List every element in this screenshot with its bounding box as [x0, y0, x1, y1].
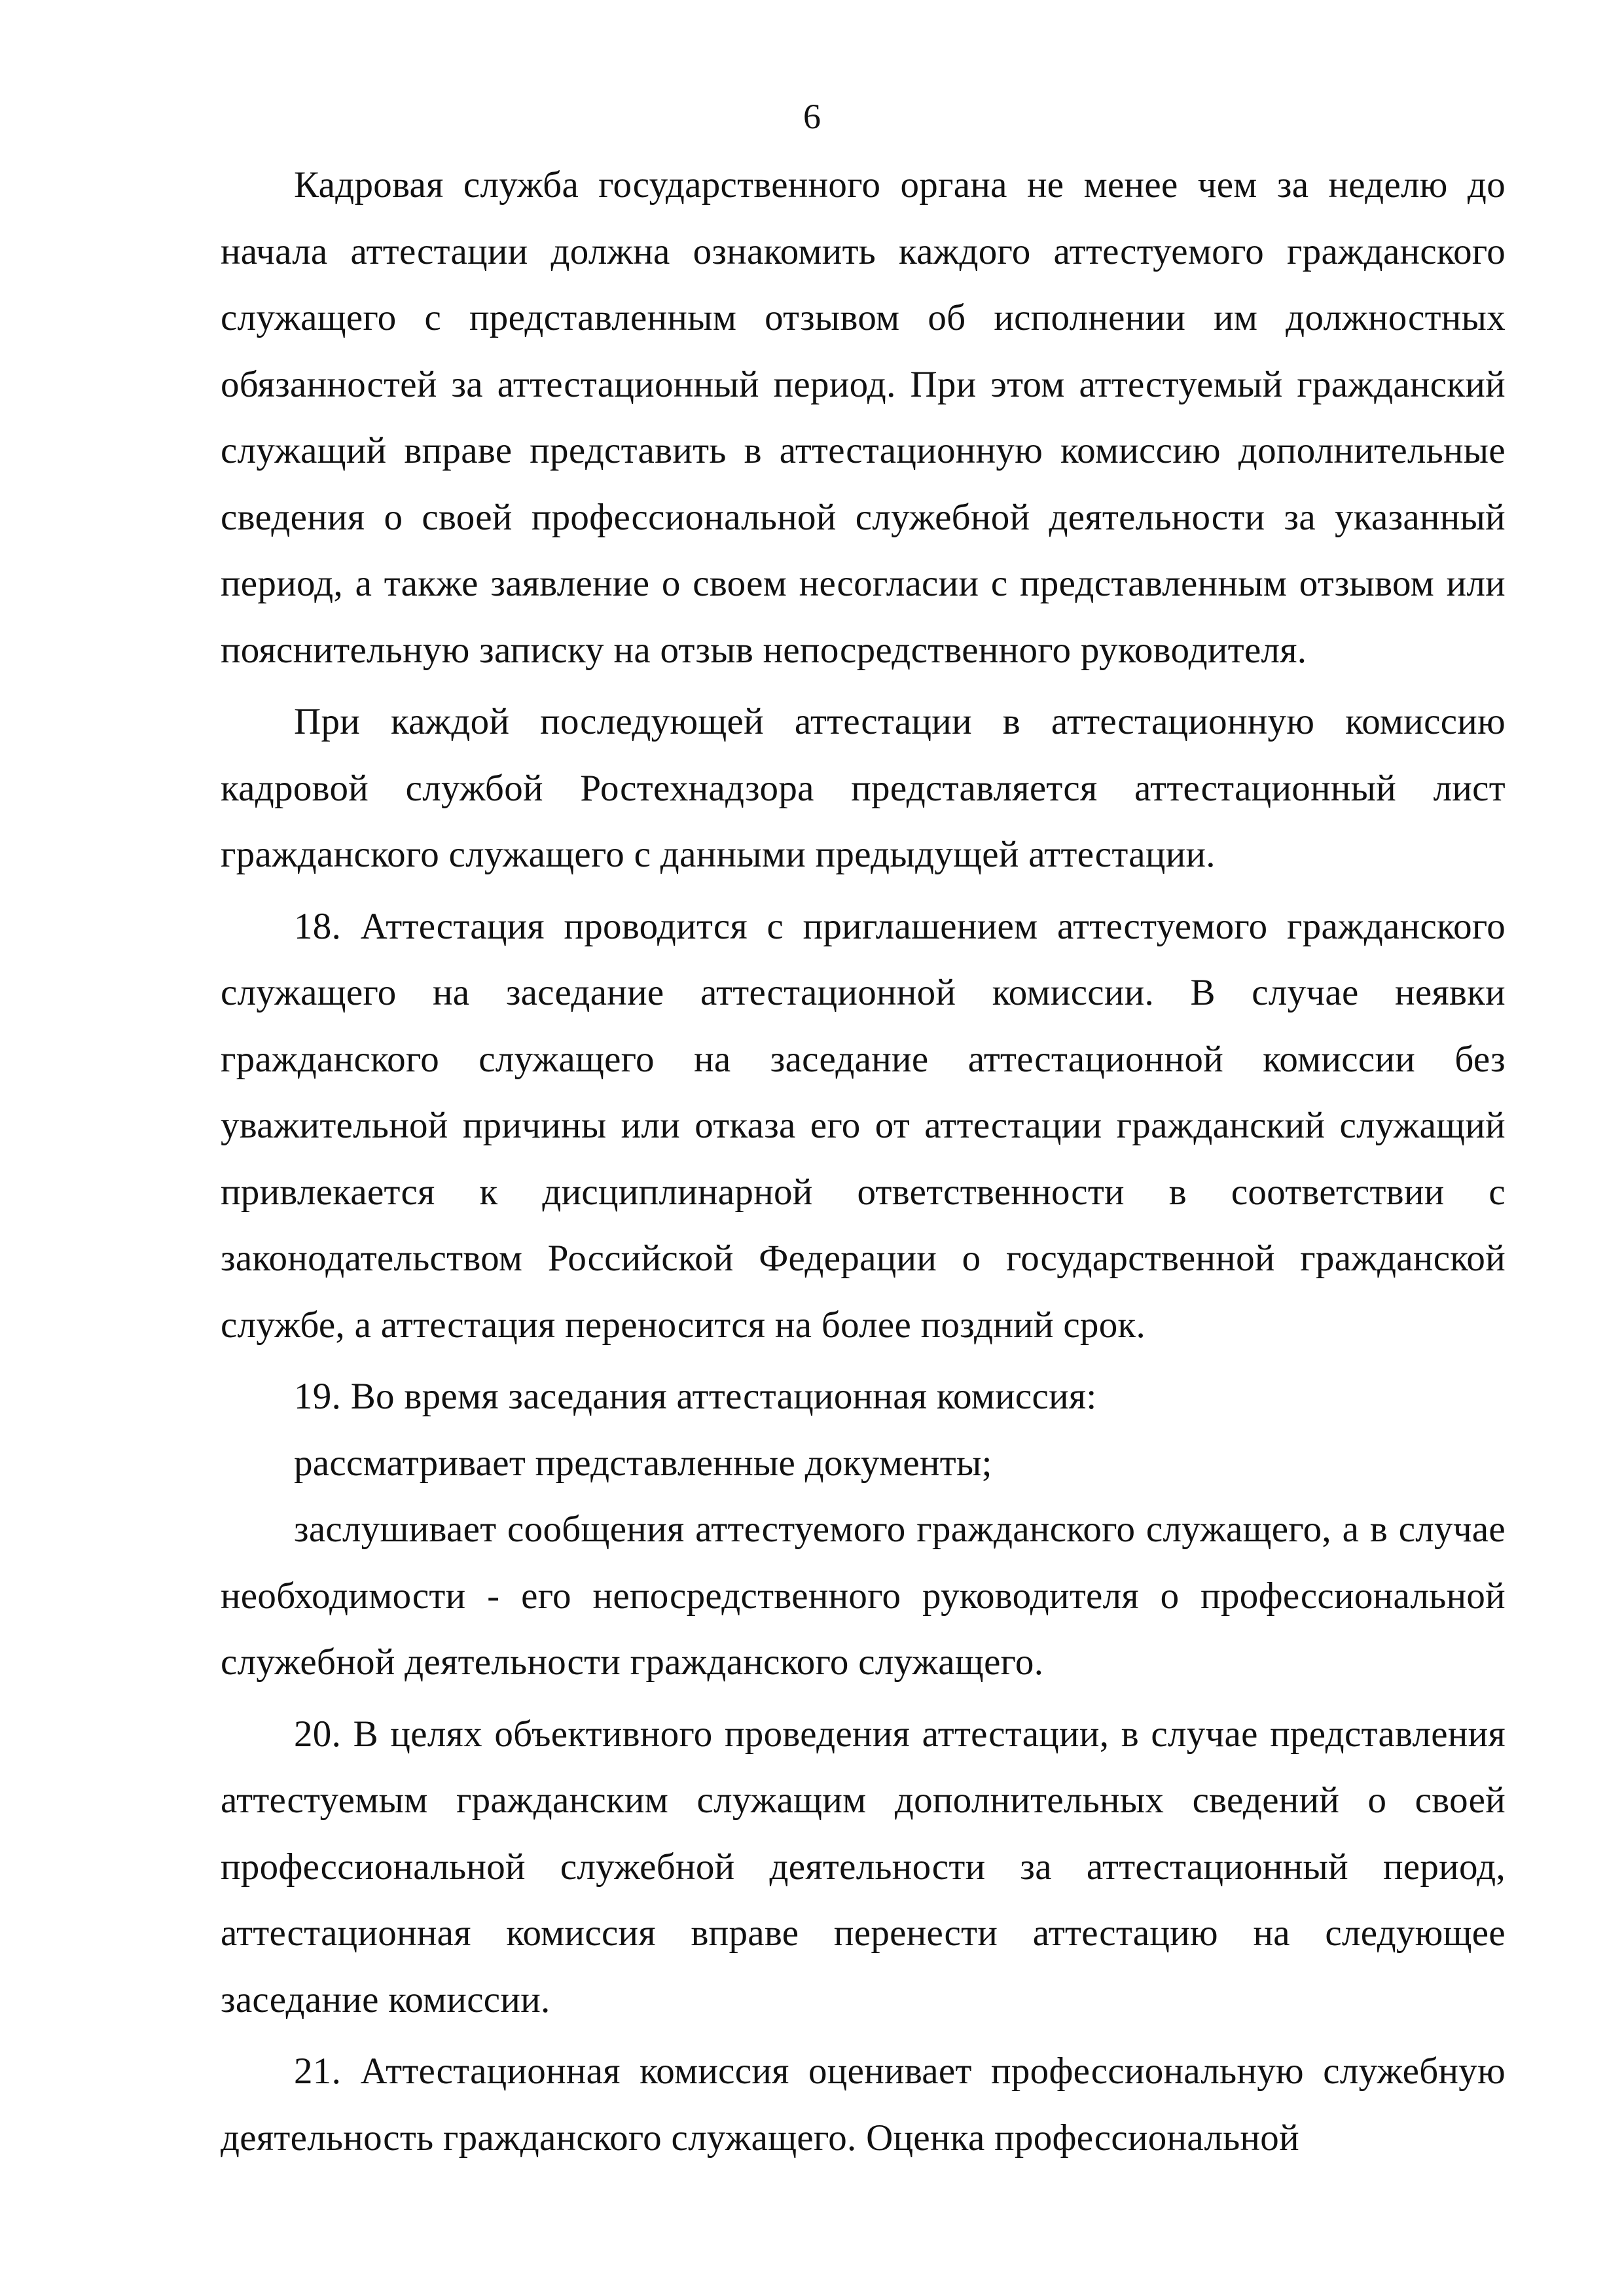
- page-number: 6: [803, 97, 821, 136]
- paragraph-21: 21. Аттестационная комиссия оценивает профессиональную служебную деятельность гражданского служащего. Оценка профессиональной: [221, 2051, 1506, 2159]
- paragraph-18: 18. Аттестация проводится с приглашением аттестуемого гражданского служащего на заседание аттестационной комиссии. В случае неявки гражданского служащего на заседание аттестационной комиссии без уважительной причины или отказа его от аттестации гражданский служащий привлекается к дисциплинарной ответственности в соответствии с законодательством Российской Федерации о государственной гражданской службе, а аттестация переносится на более поздний срок.: [221, 905, 1506, 1346]
- paragraph-19: 19. Во время заседания аттестационная комиссия:: [294, 1376, 1097, 1417]
- paragraph-20: 20. В целях объективного проведения аттестации, в случае представления аттестуемым гражданским служащим дополнительных сведений о своей профессиональной служебной деятельности за аттестационный период, аттестационная комиссия вправе перенести аттестацию на следующее заседание комиссии.: [221, 1713, 1506, 2020]
- paragraph-subsequent-attestation: При каждой последующей аттестации в аттестационную комиссию кадровой службой Ростехнадзора представляется аттестационный лист гражданского служащего с данными предыдущей аттестации.: [221, 701, 1506, 875]
- paragraph-19-item-reports: заслушивает сообщения аттестуемого гражданского служащего, а в случае необходимости - его непосредственного руководителя о профессиональной служебной деятельности гражданского служащего.: [221, 1509, 1506, 1683]
- paragraph-19-item-documents: рассматривает представленные документы;: [294, 1442, 992, 1484]
- paragraph-review-notice: Кадровая служба государственного органа не менее чем за неделю до начала аттестации должна ознакомить каждого аттестуемого гражданского служащего с представленным отзывом об исполнении им должностных обязанностей за аттестационный период. При этом аттестуемый гражданский служащий вправе представить в аттестационную комиссию дополнительные сведения о своей профессиональной служебной деятельности за указанный период, а также заявление о своем несогласии с представленным отзывом или пояснительную записку на отзыв непосредственного руководителя.: [221, 164, 1506, 671]
- document-body: [221, 152, 1506, 2171]
